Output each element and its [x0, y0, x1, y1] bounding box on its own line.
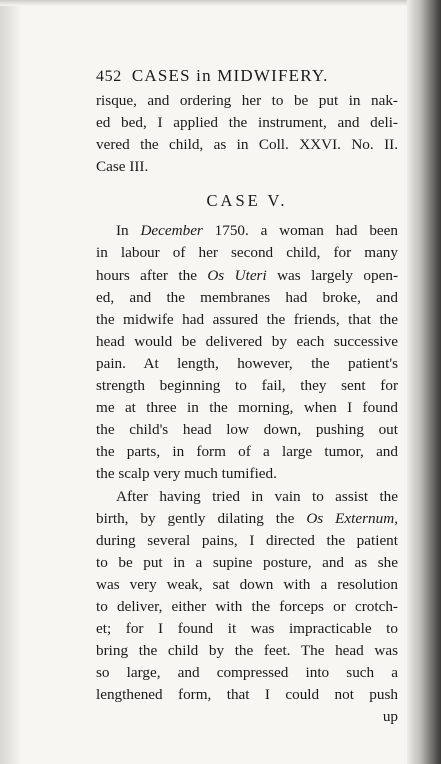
text-run: head would be delivered by each successive	[96, 332, 398, 350]
text-run: so large, and compressed into such a	[96, 664, 398, 682]
page-gutter-shadow	[0, 0, 22, 764]
text-run: to deliver, either with the forceps or crotch-	[96, 597, 398, 615]
text-line	[96, 375, 398, 397]
text-line: ed bed, I applied the instrument, and deli-	[96, 114, 398, 132]
page-top-edge	[0, 0, 441, 6]
text-run: in labour of her second child, for many	[96, 244, 398, 262]
text-run: to be put in a supine posture, and as she	[96, 553, 398, 571]
text-line	[96, 463, 398, 485]
text-run: was very weak, sat down with a resolution	[96, 575, 398, 593]
running-title: CASES in MIDWIFERY.	[131, 66, 329, 85]
text-line	[96, 242, 398, 264]
text-line	[96, 574, 398, 596]
book-page	[96, 66, 398, 729]
text-line	[96, 486, 398, 508]
catchword: up	[382, 708, 398, 726]
text-line	[96, 508, 398, 530]
text-line	[96, 684, 398, 706]
running-head	[96, 66, 398, 90]
text-line	[96, 397, 398, 419]
text-run: ed, and the membranes had broke, and	[96, 288, 398, 306]
text-line	[96, 596, 398, 618]
text-line	[96, 220, 398, 242]
text-line	[96, 309, 398, 331]
text-run: pain. At length, however, the patient's	[96, 354, 398, 372]
text-line	[96, 552, 398, 574]
text-line	[96, 618, 398, 640]
text-run: In	[116, 222, 141, 240]
carryover-text	[96, 90, 398, 178]
page-fore-edge	[407, 0, 441, 764]
text-run: during several pains, I directed the patient	[96, 531, 398, 549]
text-run: bring the child by the feet. The head was	[96, 642, 398, 660]
paragraph-2	[96, 486, 398, 707]
text-line: risque, and ordering her to be put in nak-	[96, 92, 398, 109]
text-line	[96, 353, 398, 375]
text-line: vered the child, as in Coll. XXVI. No. II.	[96, 136, 398, 154]
text-line	[96, 331, 398, 353]
text-run: et; for I found it was impracticable to	[96, 620, 398, 638]
text-line	[96, 419, 398, 441]
case-heading: CASE V.	[206, 191, 288, 211]
text-run: the midwife had assured the friends, that the	[96, 310, 398, 328]
text-line	[96, 441, 398, 463]
text-line: Case III.	[96, 158, 149, 176]
text-run: ,	[394, 509, 398, 527]
page-number: 452	[96, 68, 122, 85]
text-run: strength beginning to fail, they sent for	[96, 377, 398, 395]
text-run: After having tried in vain to assist the	[116, 487, 398, 505]
text-run: lengthened form, that I could not push	[96, 686, 398, 704]
text-line	[96, 287, 398, 309]
text-run: birth, by gently dilating the	[96, 509, 307, 527]
text-run: hours after the	[96, 266, 208, 284]
text-run: the scalp very much tumified.	[96, 465, 277, 483]
text-run: the child's head low down, pushing out	[96, 421, 398, 439]
italic-text: December	[140, 222, 203, 240]
text-line	[96, 662, 398, 684]
text-run: 1750. a woman had been	[202, 222, 398, 240]
text-run: the parts, in form of a large tumor, and	[96, 443, 398, 461]
text-line	[96, 265, 398, 287]
italic-text: Os Externum	[306, 509, 395, 527]
text-run: was largely open-	[266, 266, 398, 284]
text-run: me at three in the morning, when I found	[96, 399, 398, 417]
text-line	[96, 530, 398, 552]
text-line	[96, 640, 398, 662]
italic-text: Os Uteri	[207, 266, 267, 284]
paragraph-1	[96, 220, 398, 485]
